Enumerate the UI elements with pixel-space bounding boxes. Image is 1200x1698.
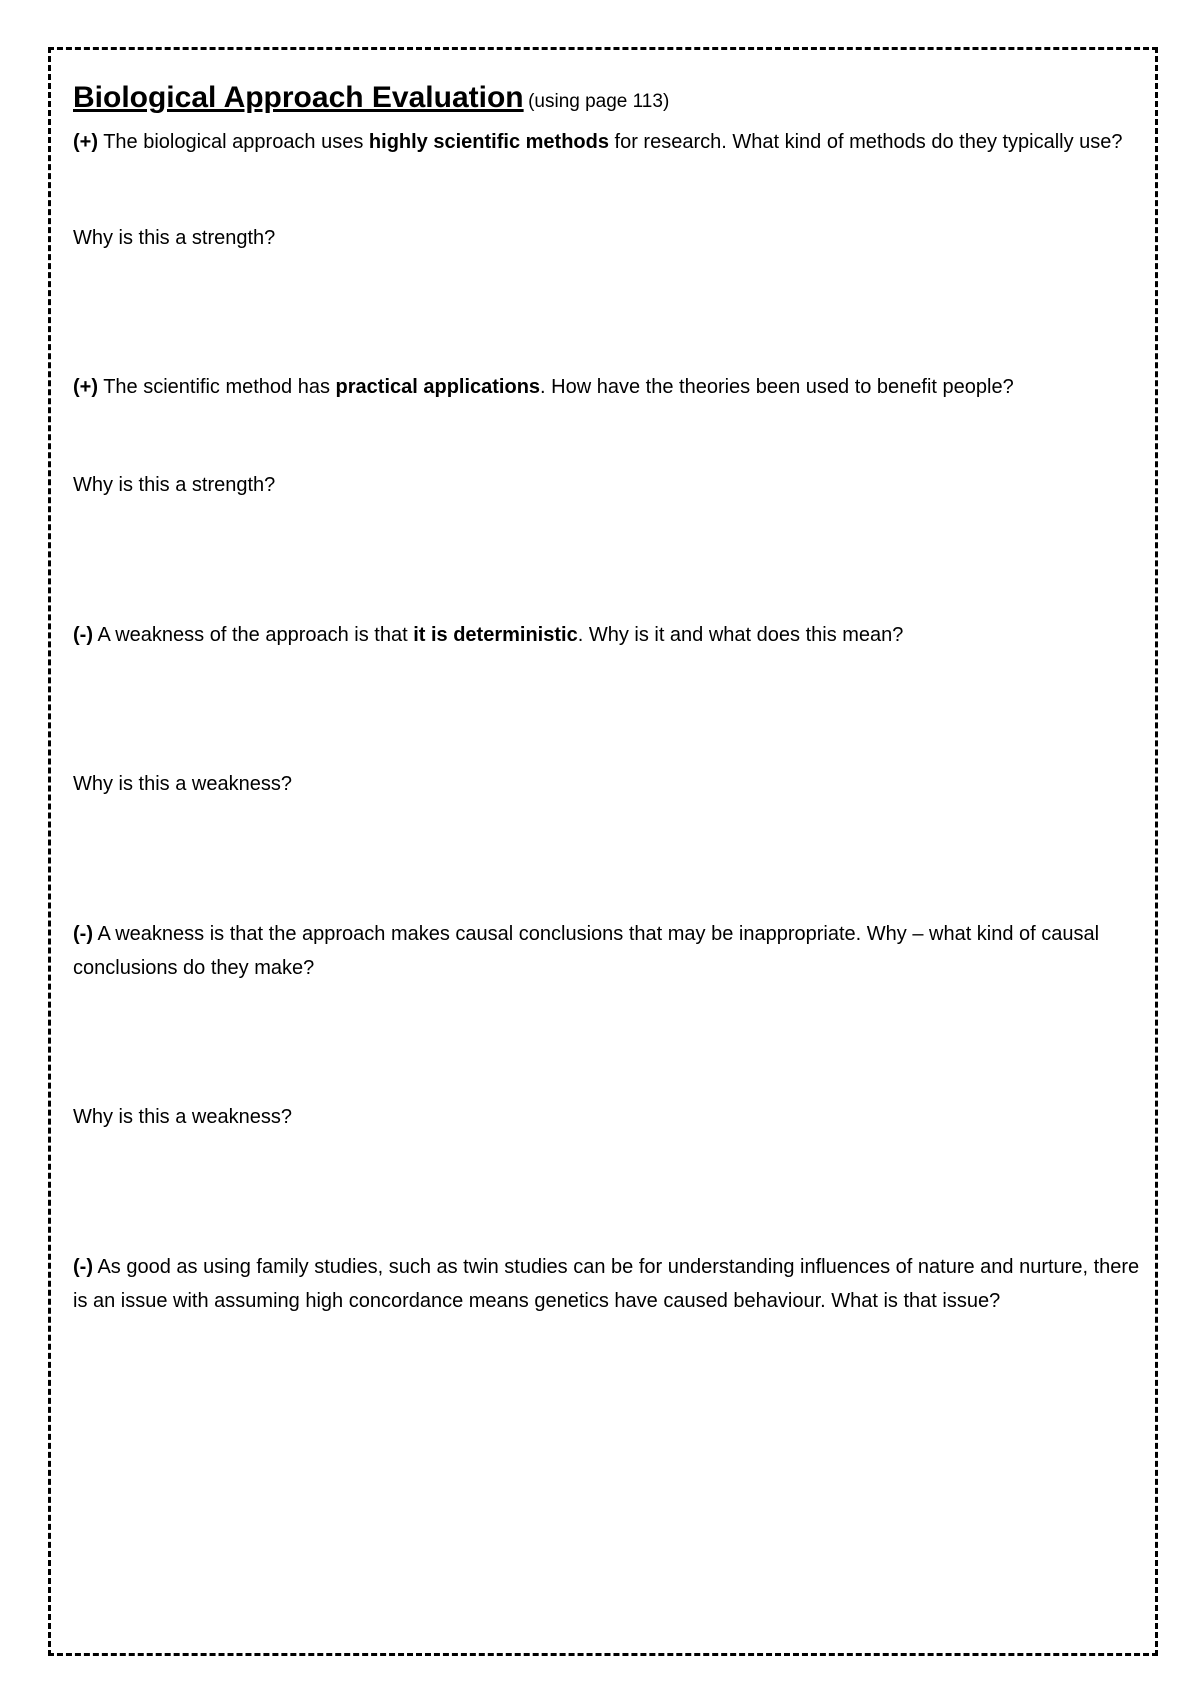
question-1: [73, 125, 1143, 159]
question-text: . Why is it and what does this mean?: [577, 624, 904, 646]
question-keyterm: it is deterministic: [413, 624, 578, 646]
answer-space[interactable]: [73, 1134, 1143, 1250]
weakness-marker: (-): [73, 923, 93, 945]
answer-space[interactable]: [73, 404, 1143, 468]
question-text: The biological approach uses: [98, 131, 369, 153]
title-page-reference: (using page 113): [528, 91, 670, 112]
page-title: Biological Approach Evaluation: [73, 81, 524, 114]
strength-marker: (+): [73, 131, 98, 153]
question-text: As good as using family studies, such as twin studies can be for understanding influences of nature and nurture, there is an issue with assuming high concordance means genetics have caused behaviour. What is that issue?: [73, 1256, 1140, 1312]
question-5: [73, 1250, 1143, 1318]
worksheet-content: [73, 80, 1143, 1538]
strength-marker: (+): [73, 376, 98, 398]
follow-up-question-1: Why is this a strength?: [73, 227, 276, 249]
answer-space[interactable]: [73, 255, 1143, 370]
question-text: A weakness of the approach is that: [92, 624, 414, 646]
answer-space[interactable]: [73, 652, 1143, 767]
answer-space[interactable]: [73, 159, 1143, 221]
question-3: [73, 618, 1143, 652]
follow-up-question-3: Why is this a weakness?: [73, 773, 292, 795]
question-4: [73, 917, 1143, 985]
follow-up-question-2: Why is this a strength?: [73, 474, 276, 496]
answer-space[interactable]: [73, 502, 1143, 618]
question-text: . How have the theories been used to benefit people?: [540, 376, 1014, 398]
title-line: [73, 80, 1143, 121]
question-keyterm: highly scientific methods: [368, 131, 609, 153]
answer-space[interactable]: [73, 801, 1143, 917]
question-text: The scientific method has: [98, 376, 336, 398]
question-keyterm: practical applications: [335, 376, 541, 398]
answer-space[interactable]: [73, 985, 1143, 1100]
question-text: A weakness is that the approach makes causal conclusions that may be inappropriate. Why – what kind of causal conclusions do they make?: [73, 923, 1100, 979]
weakness-marker: (-): [73, 1256, 93, 1278]
question-2: [73, 370, 1143, 404]
answer-space[interactable]: [73, 1318, 1143, 1538]
question-text: for research. What kind of methods do they typically use?: [608, 131, 1123, 153]
weakness-marker: (-): [73, 624, 93, 646]
follow-up-question-4: Why is this a weakness?: [73, 1106, 292, 1128]
